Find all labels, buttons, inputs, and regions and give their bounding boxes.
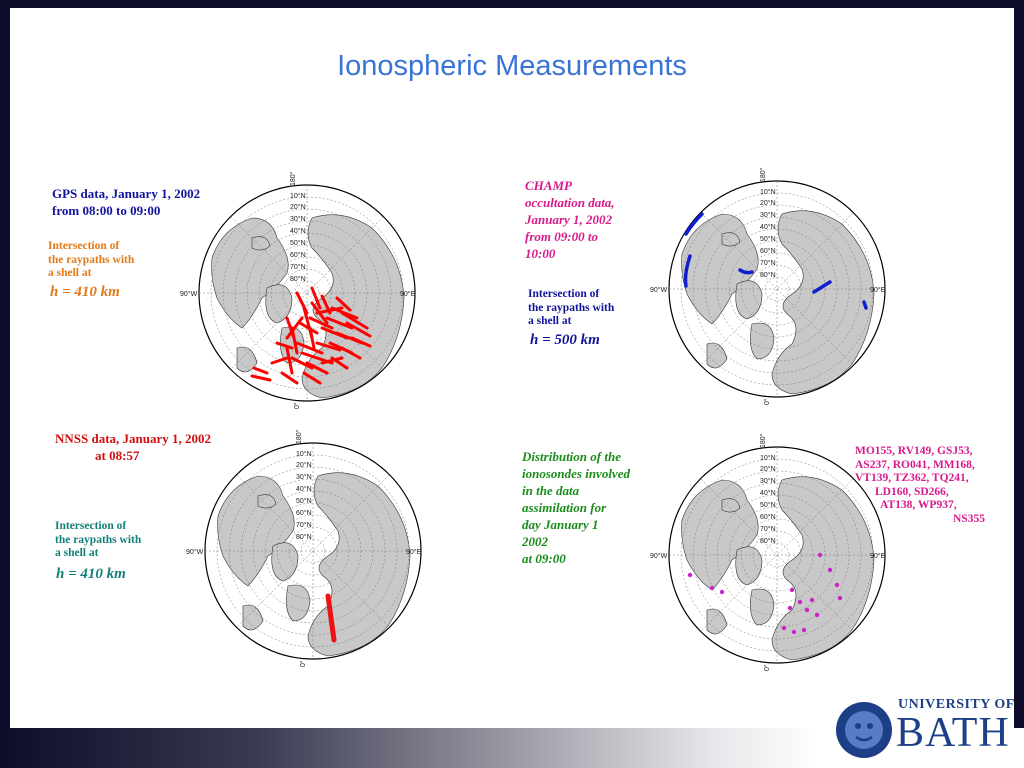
station-line: AS237, RO041, MM168, [855, 458, 975, 471]
ionosonde-point [838, 596, 842, 600]
ionosonde-point [835, 583, 839, 587]
logo-text-bath: BATH [896, 710, 1010, 756]
ionosonde-point [710, 586, 714, 590]
nnss-caption [55, 430, 211, 464]
station-line: NS355 [953, 512, 985, 525]
nnss-intersection-line: the raypaths with [55, 533, 142, 546]
ionosonde-point [815, 613, 819, 617]
ionosonde-point [805, 608, 809, 612]
gps-shell-height: h = 410 km [50, 284, 120, 300]
ionosonde-point [688, 573, 692, 577]
ionosonde-point [802, 628, 806, 632]
ionosonde-point [810, 598, 814, 602]
ionosonde-caption-line: day January 1 [522, 517, 599, 532]
gps-intersection-text [48, 240, 134, 281]
page-title: Ionospheric Measurements [337, 50, 687, 82]
ionosonde-point [782, 626, 786, 630]
gps-map-svg [192, 178, 422, 408]
ionosonde-map-svg [662, 440, 892, 670]
ionosonde-point [798, 600, 802, 604]
champ-intersection-text [528, 288, 614, 329]
ionosonde-caption-line: in the data [522, 483, 580, 498]
gps-intersection-line: a shell at [48, 267, 92, 279]
nnss-intersection-line: a shell at [55, 547, 99, 559]
gps-caption [52, 185, 200, 219]
ionosonde-caption-line: Distribution of the [522, 449, 621, 464]
ionosonde-point [792, 630, 796, 634]
ionosonde-caption-line: assimilation for [522, 500, 607, 515]
champ-caption-line: January 1, 2002 [525, 212, 613, 227]
champ-intersection-line: the raypaths with [528, 301, 615, 314]
ionosonde-point [790, 588, 794, 592]
ionosonde-caption-line: at 09:00 [522, 551, 566, 566]
nnss-intersection-text [55, 520, 141, 561]
gps-polar-map [192, 178, 422, 408]
gps-intersection-line: the raypaths with [48, 253, 135, 266]
nnss-caption-line: NNSS data, January 1, 2002 [55, 431, 212, 446]
champ-caption-line: occultation data, [525, 195, 615, 210]
university-logo [832, 695, 1014, 763]
station-line: AT138, WP937, [880, 499, 957, 511]
gps-caption-line: GPS data, January 1, 2002 [52, 186, 201, 201]
ionosonde-caption [522, 448, 630, 567]
station-line: VT139, TZ362, TQ241, [855, 472, 969, 484]
station-line: MO155, RV149, GSJ53, [855, 445, 973, 457]
nnss-caption-line: at 08:57 [95, 448, 140, 463]
nnss-polar-map [198, 436, 428, 666]
champ-caption-line: 10:00 [525, 246, 556, 261]
nnss-shell-height: h = 410 km [56, 566, 126, 582]
gps-caption-line: from 08:00 to 09:00 [52, 203, 161, 218]
nnss-map-svg [198, 436, 428, 666]
champ-shell-height: h = 500 km [530, 332, 600, 348]
champ-intersection-line: a shell at [528, 315, 572, 327]
champ-caption-line: from 09:00 to [525, 229, 598, 244]
champ-caption [525, 177, 615, 262]
gps-intersection-line: Intersection of [48, 240, 120, 252]
ionosonde-polar-map [662, 440, 892, 670]
champ-intersection-line: Intersection of [528, 288, 600, 300]
ionosonde-point [788, 606, 792, 610]
ionosonde-point [720, 590, 724, 594]
champ-caption-line: CHAMP [525, 178, 572, 193]
ionosonde-caption-line: 2002 [522, 534, 548, 549]
station-line: LD160, SD266, [875, 485, 949, 498]
ionosonde-point [818, 553, 822, 557]
champ-polar-map [662, 174, 892, 404]
logo-text-university: UNIVERSITY OF [898, 697, 1015, 712]
nnss-intersection-line: Intersection of [55, 520, 127, 532]
bath-crest-icon [834, 699, 894, 761]
ionosonde-caption-line: ionosondes involved [522, 466, 630, 481]
champ-map-svg [662, 174, 892, 404]
ionosonde-point [828, 568, 832, 572]
